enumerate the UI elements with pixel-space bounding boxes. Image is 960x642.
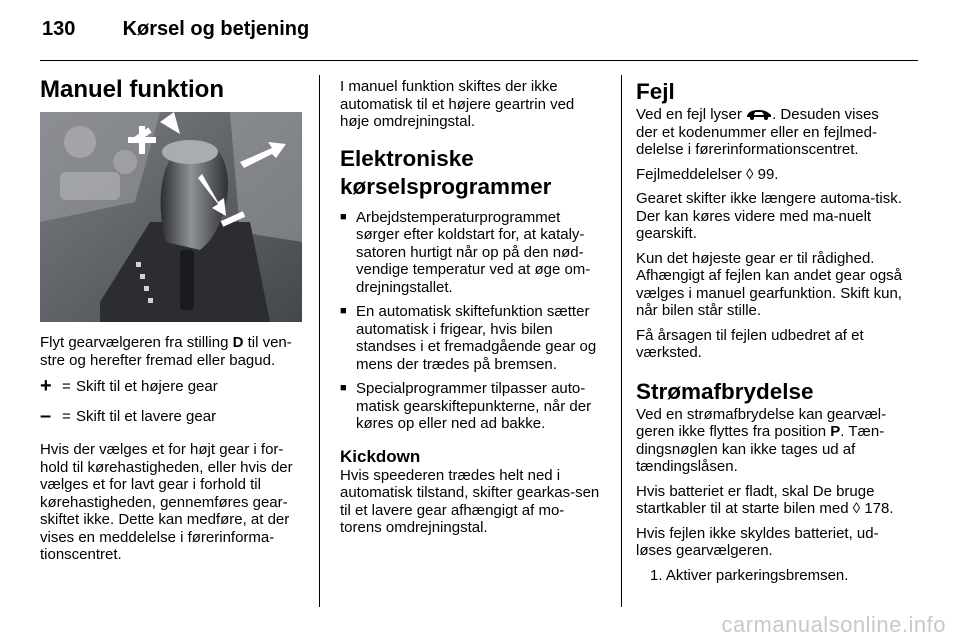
watermark: carmanualsonline.info: [721, 612, 946, 637]
strom-paragraph-2: Hvis batteriet er fladt, skal De bruge startkabler til at starte bilen med ◊ 178.: [636, 482, 894, 517]
car-warning-icon: [746, 108, 772, 120]
list-item: [636, 567, 904, 585]
caption-text: Flyt gearvælgeren fra stilling: [40, 334, 233, 351]
steps-list: [636, 567, 904, 585]
column-divider-2: [621, 75, 622, 607]
column-3: [636, 78, 904, 584]
legend-text-upshift: Skift til et højere gear: [76, 378, 218, 396]
position-d: D: [232, 334, 244, 351]
page-header: [42, 18, 309, 41]
section-heading-manuel-funktion: Manuel funktion: [40, 76, 224, 103]
caption-text-2: til ven-stre og herefter fremad eller bagud.: [40, 334, 292, 369]
section-heading-stromafbrydelse: Strømafbrydelse: [636, 378, 814, 404]
column-divider-1: [319, 75, 320, 607]
fejl-paragraph-3: Kun det højeste gear er til rådighed. Afhængigt af fejlen kan andet gear også vælges i manuel gearfunktion. Skift kun, når bilen står stille.: [636, 249, 903, 319]
fejl-paragraph-4: Få årsagen til fejlen udbedret af et værksted.: [636, 326, 864, 361]
list-item: ■ Arbejdstemperaturprogrammet sørger efter koldstart for, at kataly-satoren hurtigt når op på den nød-vendige temperatur ved at øge om-drejningstallet.: [340, 209, 605, 297]
manual-intro: I manuel funktion skiftes der ikke automatisk til et højere geartrin ved høje omdrejningstal.: [340, 78, 575, 130]
step-number: 1.: [650, 566, 663, 584]
column-2: [340, 78, 605, 544]
strom-paragraph-1: [636, 406, 904, 476]
legend-plus: [40, 377, 306, 397]
gear-selector-image: [40, 112, 302, 322]
column-1: [40, 76, 306, 104]
fejl-text-2: . Desuden vises der et kodenummer eller en fejlmed-delelse i førerinformationscentret.: [636, 106, 879, 158]
legend-text-downshift: Skift til et lavere gear: [76, 408, 217, 426]
programs-list: [340, 209, 605, 433]
legend-minus: [40, 407, 306, 427]
column-1-text: [40, 334, 306, 571]
chapter-title: Kørsel og betjening: [122, 18, 310, 40]
header-rule: [40, 60, 918, 61]
fejl-paragraph-1: [636, 106, 904, 159]
step-text: Aktiver parkeringsbremsen.: [665, 566, 849, 584]
fejl-text: Ved en fejl lyser: [636, 106, 747, 123]
fejl-paragraph-2: Gearet skifter ikke længere automa-tisk. Der kan køres videre med ma-nuelt gearskift.: [636, 190, 902, 242]
list-item: ■ En automatisk skiftefunktion sætter automatisk i frigear, hvis bilen standses i et fremadgående gear og mens der trædes på bremsen.: [340, 303, 605, 373]
strom-text-2: . Tæn-dingsnøglen kan ikke tages ud af tændingslåsen.: [636, 423, 885, 475]
legend-eq: =: [62, 378, 71, 396]
list-item: ■ Specialprogrammer tilpasser auto-matisk gearskiftepunkterne, når der køres op eller ned ad bakke.: [340, 380, 605, 433]
strom-text: Ved en strømafbrydelse kan gearvæl-geren ikke flyttes fra position: [636, 405, 887, 440]
legend-eq: =: [62, 408, 71, 426]
caption: [40, 334, 306, 369]
mismatch-paragraph: Hvis der vælges et for højt gear i for-hold til kørehastigheden, eller hvis der vælges et for lavt gear i forhold til kørehastigheden, gennemføres gear-skiftet ikke. Dette kan medføre, at der vises en meddelelse i førerinforma-tionscentret.: [40, 441, 293, 563]
position-p: P: [830, 423, 841, 440]
strom-paragraph-3: Hvis fejlen ikke skyldes batteriet, ud-løses gearvælgeren.: [636, 524, 879, 559]
fejl-reference: Fejlmeddelelser ◊ 99.: [636, 165, 779, 183]
plus-icon: +: [40, 375, 52, 398]
page-number: 130: [42, 18, 76, 40]
subheading-kickdown: Kickdown: [340, 446, 421, 466]
gear-selector-illustration: [40, 112, 302, 322]
kickdown-paragraph: Hvis speederen trædes helt ned i automatisk tilstand, skifter gearkas-sen til et lavere gear afhængigt af mo-torens omdrejningstal.: [340, 466, 600, 536]
minus-icon: –: [40, 405, 52, 428]
section-heading-fejl: Fejl: [636, 79, 675, 104]
section-heading-programs: Elektroniske kørselsprogrammer: [340, 145, 552, 199]
